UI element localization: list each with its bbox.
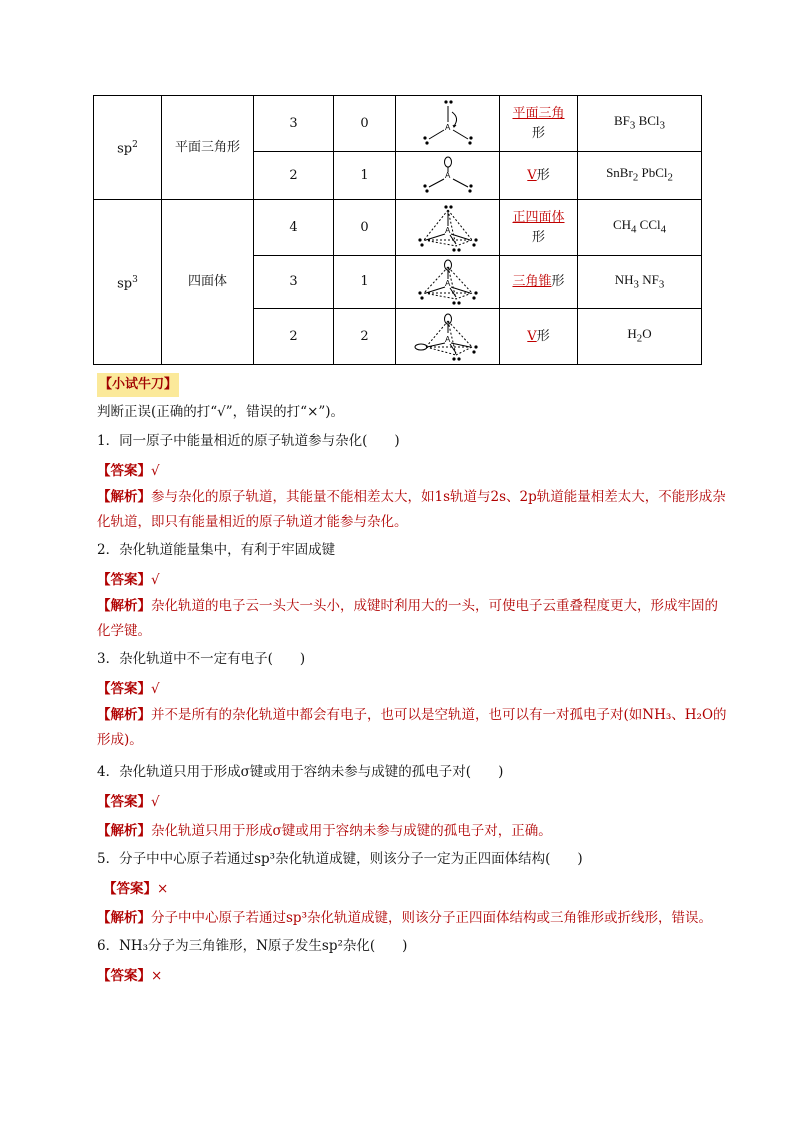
lone-pair-count: 0 bbox=[334, 96, 396, 152]
bent-two-lone-pairs-icon bbox=[412, 313, 484, 361]
trigonal-pyramidal-icon bbox=[412, 259, 484, 305]
lone-pair-count: 2 bbox=[334, 309, 396, 365]
answer-value: √ bbox=[151, 463, 160, 479]
example-molecules-cell: $CH_4$ CCl$_4$ bbox=[578, 200, 702, 256]
trigonal-planar-icon bbox=[413, 100, 483, 148]
vsepr-shape-cell: 三角锥形 bbox=[500, 256, 578, 309]
analysis-tag: 【解析】 bbox=[97, 707, 151, 723]
answer-line bbox=[97, 676, 727, 703]
geometry-diagram-cell bbox=[396, 309, 500, 365]
hybridization-type-cell: $sp^3$ bbox=[94, 200, 162, 365]
lone-pair-count: 0 bbox=[334, 200, 396, 256]
bond-pair-count: 2 bbox=[254, 152, 334, 200]
section-title: 【小试牛刀】 bbox=[97, 373, 179, 397]
question-text: 5．分子中中心原子若通过sp³杂化轨道成键，则该分子一定为正四面体结构( ) bbox=[97, 851, 583, 867]
bond-pair-count: 4 bbox=[254, 200, 334, 256]
analysis-tag: 【解析】 bbox=[97, 489, 151, 505]
analysis-line bbox=[97, 906, 727, 931]
answer-tag: 【答案】 bbox=[103, 881, 157, 897]
answer-line bbox=[97, 567, 727, 594]
vsepr-shape-cell: 平面三角 形 bbox=[500, 96, 578, 152]
geometry-diagram-cell bbox=[396, 96, 500, 152]
bond-pair-count: 3 bbox=[254, 256, 334, 309]
svg-text:A: A bbox=[444, 225, 450, 235]
answer-value: √ bbox=[151, 572, 160, 588]
analysis-line bbox=[97, 594, 727, 644]
bent-one-lone-pair-icon bbox=[413, 154, 483, 198]
hybrid-orbital-shape-cell: 平面三角形 bbox=[162, 96, 254, 200]
answer-line bbox=[97, 876, 727, 903]
analysis-tag: 【解析】 bbox=[97, 910, 151, 926]
table-row bbox=[94, 200, 702, 256]
analysis-text: 杂化轨道的电子云一头大一头小，成键时利用大的一头，可使电子云重叠程度更大，形成牢固的化学键。 bbox=[97, 598, 718, 639]
geometry-diagram-cell bbox=[396, 152, 500, 200]
analysis-tag: 【解析】 bbox=[97, 598, 151, 614]
svg-text:A: A bbox=[444, 170, 450, 180]
analysis-line bbox=[97, 485, 727, 535]
answer-value: √ bbox=[151, 794, 160, 810]
geometry-diagram-cell bbox=[396, 256, 500, 309]
question-text: 2．杂化轨道能量集中，有利于牢固成键 bbox=[97, 542, 336, 558]
analysis-line bbox=[97, 703, 727, 753]
example-molecules-cell: $H_2O$ bbox=[578, 309, 702, 365]
question-text: 1．同一原子中能量相近的原子轨道参与杂化( ) bbox=[97, 433, 400, 449]
instruction-text: 判断正误(正确的打“√”，错误的打“×”)。 bbox=[97, 404, 345, 420]
analysis-line bbox=[97, 819, 727, 844]
vsepr-shape-cell: 正四面体 形 bbox=[500, 200, 578, 256]
answer-line bbox=[97, 789, 727, 816]
answer-tag: 【答案】 bbox=[97, 794, 151, 810]
analysis-text: 并不是所有的杂化轨道中都会有电子，也可以是空轨道，也可以有一对孤电子对(如NH₃、H₂O的形成)。 bbox=[97, 707, 727, 748]
question-text: 3．杂化轨道中不一定有电子( ) bbox=[97, 651, 306, 667]
question-text: 6．NH₃分子为三角锥形，N原子发生sp²杂化( ) bbox=[97, 938, 408, 954]
analysis-text: 分子中中心原子若通过sp³杂化轨道成键，则该分子正四面体结构或三角锥形或折线形，错误。 bbox=[151, 910, 712, 926]
answer-value: × bbox=[157, 881, 169, 897]
answer-line bbox=[97, 963, 727, 990]
answer-line bbox=[97, 458, 727, 485]
bond-pair-count: 3 bbox=[254, 96, 334, 152]
analysis-tag: 【解析】 bbox=[97, 823, 151, 839]
answer-tag: 【答案】 bbox=[97, 968, 151, 984]
example-molecules-cell: SnBr$_2$ PbCl$_2$ bbox=[578, 152, 702, 200]
geometry-diagram-cell bbox=[396, 200, 500, 256]
exercise-section bbox=[97, 373, 727, 990]
table-row bbox=[94, 96, 702, 152]
example-molecules-cell: $BF_3$ BCl$_3$ bbox=[578, 96, 702, 152]
lone-pair-count: 1 bbox=[334, 152, 396, 200]
vsepr-shape-cell: V形 bbox=[500, 309, 578, 365]
svg-text:A: A bbox=[444, 122, 450, 132]
answer-tag: 【答案】 bbox=[97, 681, 151, 697]
hybridization-table bbox=[93, 95, 702, 365]
lone-pair-count: 1 bbox=[334, 256, 396, 309]
answer-tag: 【答案】 bbox=[97, 463, 151, 479]
analysis-text: 参与杂化的原子轨道，其能量不能相差太大，如1s轨道与2s、2p轨道能量相差太大，不能形成杂化轨道，即只有能量相近的原子轨道才能参与杂化。 bbox=[97, 489, 726, 530]
hybridization-type-cell: $sp^2$ bbox=[94, 96, 162, 200]
svg-text:A: A bbox=[444, 279, 450, 288]
answer-tag: 【答案】 bbox=[97, 572, 151, 588]
hybrid-orbital-shape-cell: 四面体 bbox=[162, 200, 254, 365]
example-molecules-cell: $NH_3$ $NF_3$ bbox=[578, 256, 702, 309]
answer-value: × bbox=[151, 968, 163, 984]
answer-value: √ bbox=[151, 681, 160, 697]
tetrahedral-icon bbox=[412, 204, 484, 252]
question-text: 4．杂化轨道只用于形成σ键或用于容纳未参与成键的孤电子对( ) bbox=[97, 764, 504, 780]
vsepr-shape-cell: V形 bbox=[500, 152, 578, 200]
bond-pair-count: 2 bbox=[254, 309, 334, 365]
analysis-text: 杂化轨道只用于形成σ键或用于容纳未参与成键的孤电子对，正确。 bbox=[151, 823, 552, 839]
svg-text:A: A bbox=[444, 334, 450, 344]
